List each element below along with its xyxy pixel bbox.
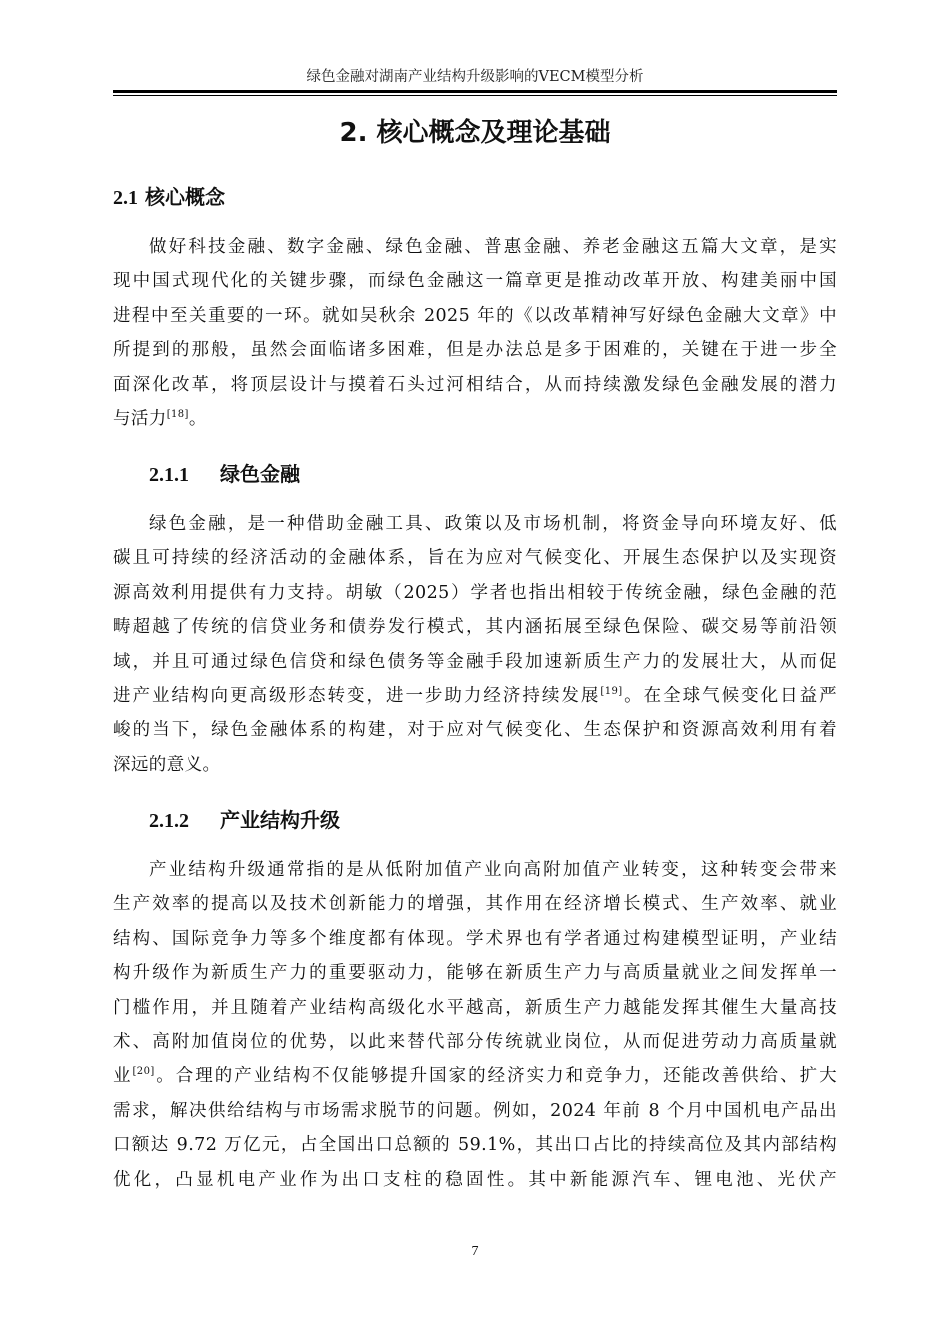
paragraph-industrial-upgrading [113,853,837,1197]
text-line: 需求，解决供给结构与市场需求脱节的问题。例如，2024 年前 8 个月中国机电产品出 [113,1100,837,1121]
section-heading-2-1-1 [149,459,300,490]
text-line: 峻的当下，绿色金融体系的构建，对于应对气候变化、生态保护和资源高效利用有着 [113,720,837,741]
header-rule-thin [113,95,837,96]
text-fragment: 业 [113,1066,133,1087]
section-title: 绿色金融 [219,462,300,486]
text-line: 深远的意义。 [113,754,221,775]
text-line: 口额达 9.72 万亿元，占全国出口总额的 59.1%，其出口占比的持续高位及其内部结构 [113,1135,837,1156]
paragraph-core-concepts [113,230,837,436]
text-line: 做好科技金融、数字金融、绿色金融、普惠金融、养老金融这五篇大文章，是实 [149,237,837,257]
text-line: 构升级作为新质生产力的重要驱动力，能够在新质生产力与高质量就业之间发挥单一 [113,963,837,984]
text-fragment: 。合理的产业结构不仅能够提升国家的经济实力和竞争力，还能改善供给、扩大 [154,1066,837,1087]
text-line: 绿色金融，是一种借助金融工具、政策以及市场机制，将资金导向环境友好、低 [149,514,837,534]
text-line: 生产效率的提高以及技术创新能力的增强，其作用在经济增长模式、生产效率、就业 [113,894,837,915]
text-line: 所提到的那般，虽然会面临诸多困难，但是办法总是多于困难的，关键在于进一步全 [113,340,837,361]
text-line: 术、高附加值岗位的优势，以此来替代部分传统就业岗位，从而促进劳动力高质量就 [113,1032,837,1053]
text-fragment: 。 [188,409,207,430]
text-line: 优化，凸显机电产业作为出口支柱的稳固性。其中新能源汽车、锂电池、光伏产 [113,1169,837,1190]
text-line [113,679,837,713]
section-heading-2-1-2 [149,805,340,836]
header-rule-thick [113,90,837,93]
section-title: 产业结构升级 [219,808,340,832]
text-line: 面深化改革，将顶层设计与摸着石头过河相结合，从而持续激发绿色金融发展的潜力 [113,374,837,395]
chapter-title: 2. 核心概念及理论基础 [339,118,611,148]
text-fragment: 。在全球气候变化日益严 [622,686,838,707]
section-number: 2.1 [113,187,138,209]
citation-20[interactable]: [20] [132,1066,155,1078]
citation-19[interactable]: [19] [600,686,623,698]
text-line: 门槛作用，并且随着产业结构高级化水平越高，新质生产力越能发挥其催生大量高技 [113,997,837,1018]
section-heading-2-1 [113,182,225,213]
text-line: 进程中至关重要的一环。就如吴秋余 2025 年的《以改革精神写好绿色金融大文章》中 [113,305,837,326]
page-number: 7 [471,1244,479,1259]
text-line: 源高效利用提供有力支持。胡敏（2025）学者也指出相较于传统金融，绿色金融的范 [113,582,837,603]
citation-18[interactable]: [18] [166,409,189,421]
text-line: 产业结构升级通常指的是从低附加值产业向高附加值产业转变，这种转变会带来 [149,860,837,880]
section-number: 2.1.1 [149,464,189,486]
text-line [113,1059,837,1093]
paragraph-green-finance [113,507,837,782]
text-line: 畴超越了传统的信贷业务和债券发行模式，其内涵拓展至绿色保险、碳交易等前沿领 [113,617,837,638]
text-fragment: 进产业结构向更高级形态转变，进一步助力经济持续发展 [113,686,601,707]
text-line: 碳且可持续的经济活动的金融体系，旨在为应对气候变化、开展生态保护以及实现资 [113,548,837,569]
section-title: 核心概念 [144,185,225,209]
text-line [113,402,837,436]
running-header: 绿色金融对湖南产业结构升级影响的VECM模型分析 [306,69,644,85]
text-fragment: 与活力 [113,409,167,430]
section-number: 2.1.2 [149,810,189,832]
text-line: 结构、国际竞争力等多个维度都有体现。学术界也有学者通过构建模型证明，产业结 [113,928,837,949]
text-line: 域，并且可通过绿色信贷和绿色债务等金融手段加速新质生产力的发展壮大，从而促 [113,651,837,672]
text-line: 现中国式现代化的关键步骤，而绿色金融这一篇章更是推动改革开放、构建美丽中国 [113,271,837,292]
